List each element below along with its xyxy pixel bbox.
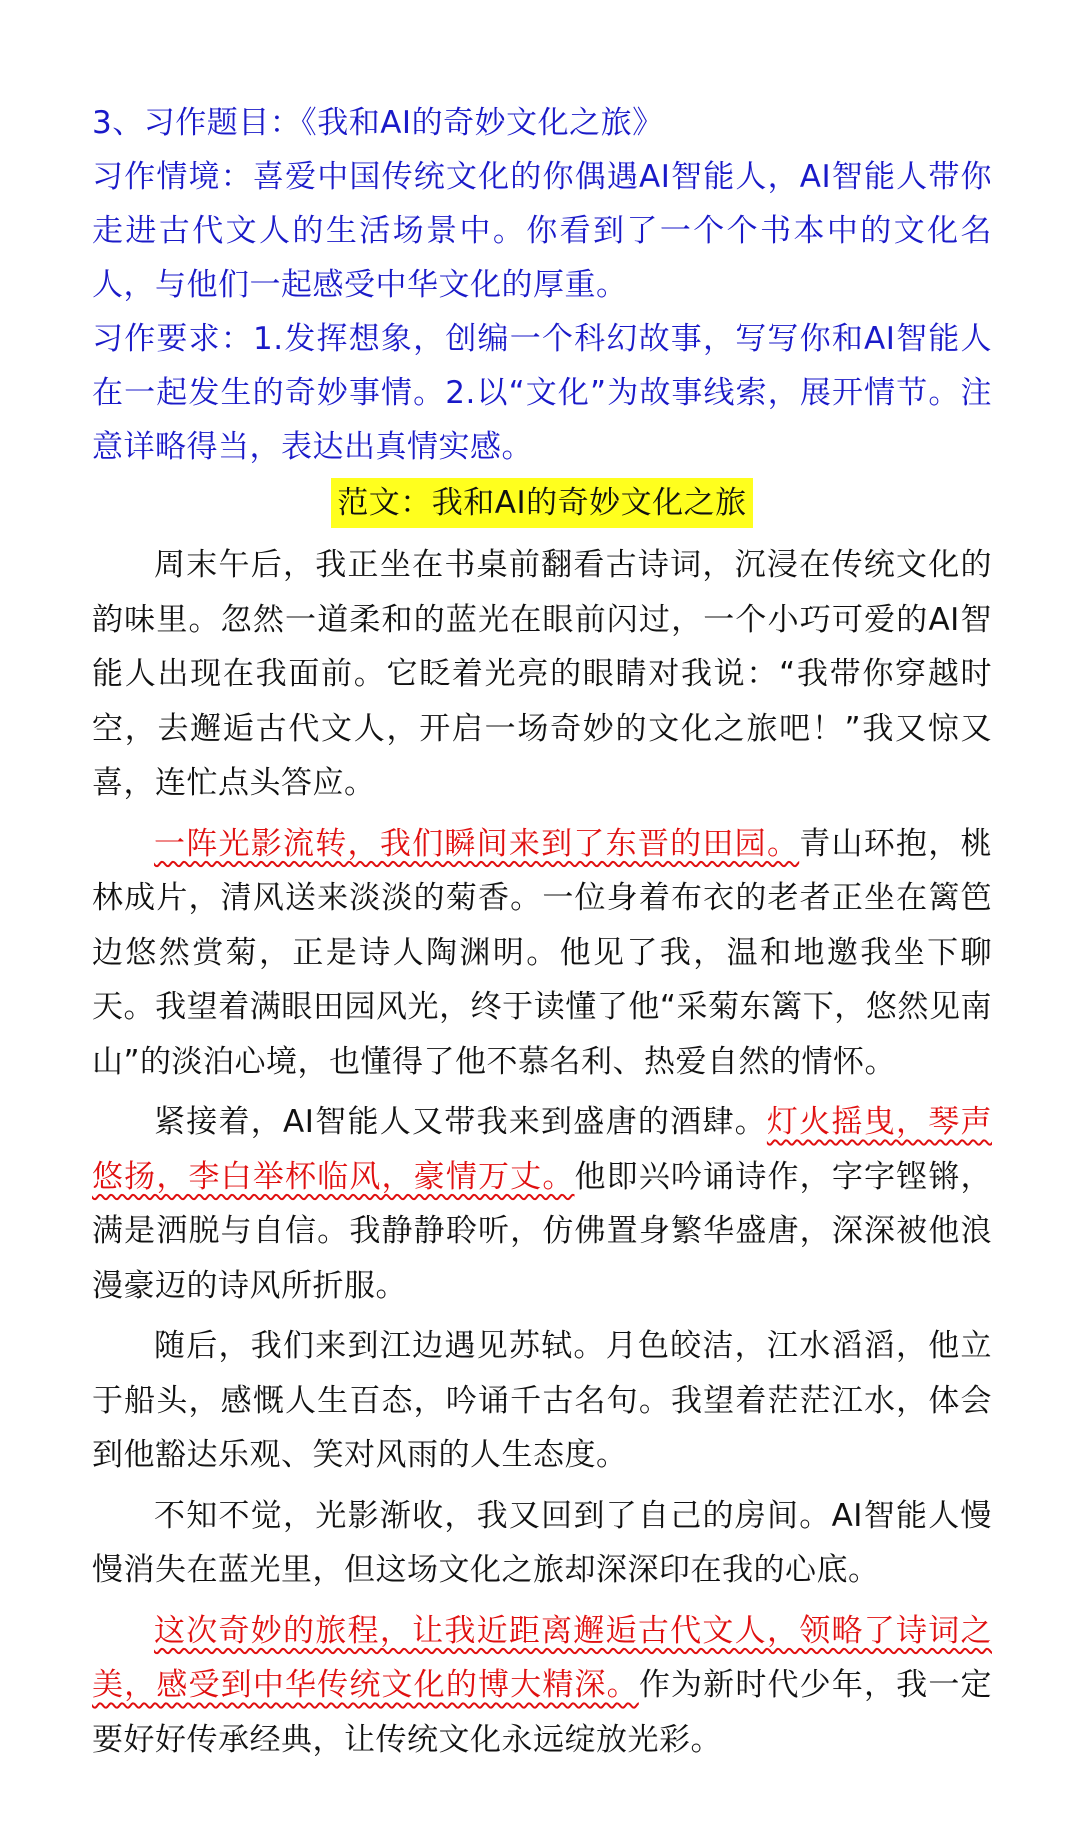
essay-paragraph-5: 不知不觉，光影渐收，我又回到了自己的房间。AI智能人慢慢消失在蓝光里，但这场文化之旅却深深印在我的心底。 (92, 1497, 992, 1588)
essay-title-row (92, 478, 992, 534)
highlighted-sentence: 灯火摇曳，琴声悠扬，李白举杯临风，豪情万丈。 (92, 1104, 992, 1195)
document-page (92, 96, 992, 1773)
essay-paragraph-3 (92, 1095, 992, 1313)
highlighted-sentence: 这次奇妙的旅程，让我近距离邂逅古代文人，领略了诗词之美，感受到中华传统文化的博大精深。 (92, 1612, 992, 1703)
essay-paragraph-4: 随后，我们来到江边遇见苏轼。月色皎洁，江水滔滔，他立于船头，感慨人生百态，吟诵千古名句。我望着茫茫江水，体会到他豁达乐观、笑对风雨的人生态度。 (92, 1328, 992, 1473)
paragraph-text: 作为新时代少年，我一定要好好传承经典，让传统文化永远绽放光彩。 (92, 1667, 993, 1758)
writing-task-section (92, 96, 992, 474)
essay-paragraph-1: 周末午后，我正坐在书桌前翻看古诗词，沉浸在传统文化的韵味里。忽然一道柔和的蓝光在眼前闪过，一个小巧可爱的AI智能人出现在我面前。它眨着光亮的眼睛对我说：“我带你穿越时空，去邂逅古代文人，开启一场奇妙的文化之旅吧！”我又惊又喜，连忙点头答应。 (92, 547, 992, 801)
task-requirements: 习作要求：1.发挥想象，创编一个科幻故事，写写你和AI智能人在一起发生的奇妙事情。2.以“文化”为故事线索，展开情节。注意详略得当，表达出真情实感。 (92, 321, 992, 465)
essay-title: 范文：我和AI的奇妙文化之旅 (331, 478, 752, 528)
task-context: 习作情境：喜爱中国传统文化的你偶遇AI智能人，AI智能人带你走进古代文人的生活场景中。你看到了一个个书本中的文化名人，与他们一起感受中华文化的厚重。 (92, 159, 992, 303)
paragraph-text: 他即兴吟诵诗作，字字铿锵，满是洒脱与自信。我静静聆听，仿佛置身繁华盛唐，深深被他浪漫豪迈的诗风所折服。 (92, 1158, 992, 1304)
essay-paragraph-6 (92, 1604, 992, 1768)
essay-paragraph-2 (92, 817, 992, 1090)
paragraph-text: 紧接着，AI智能人又带我来到盛唐的酒肆。 (154, 1104, 767, 1140)
paragraph-text: 青山环抱，桃林成片，清风送来淡淡的菊香。一位身着布衣的老者正坐在篱笆边悠然赏菊，正是诗人陶渊明。他见了我，温和地邀我坐下聊天。我望着满眼田园风光，终于读懂了他“采菊东篱下，悠然见南山”的淡泊心境，也懂得了他不慕名利、热爱自然的情怀。 (92, 825, 993, 1080)
model-essay (92, 538, 992, 1767)
task-topic: 3、习作题目：《我和AI的奇妙文化之旅》 (92, 105, 664, 141)
highlighted-sentence: 一阵光影流转，我们瞬间来到了东晋的田园。 (154, 825, 800, 862)
